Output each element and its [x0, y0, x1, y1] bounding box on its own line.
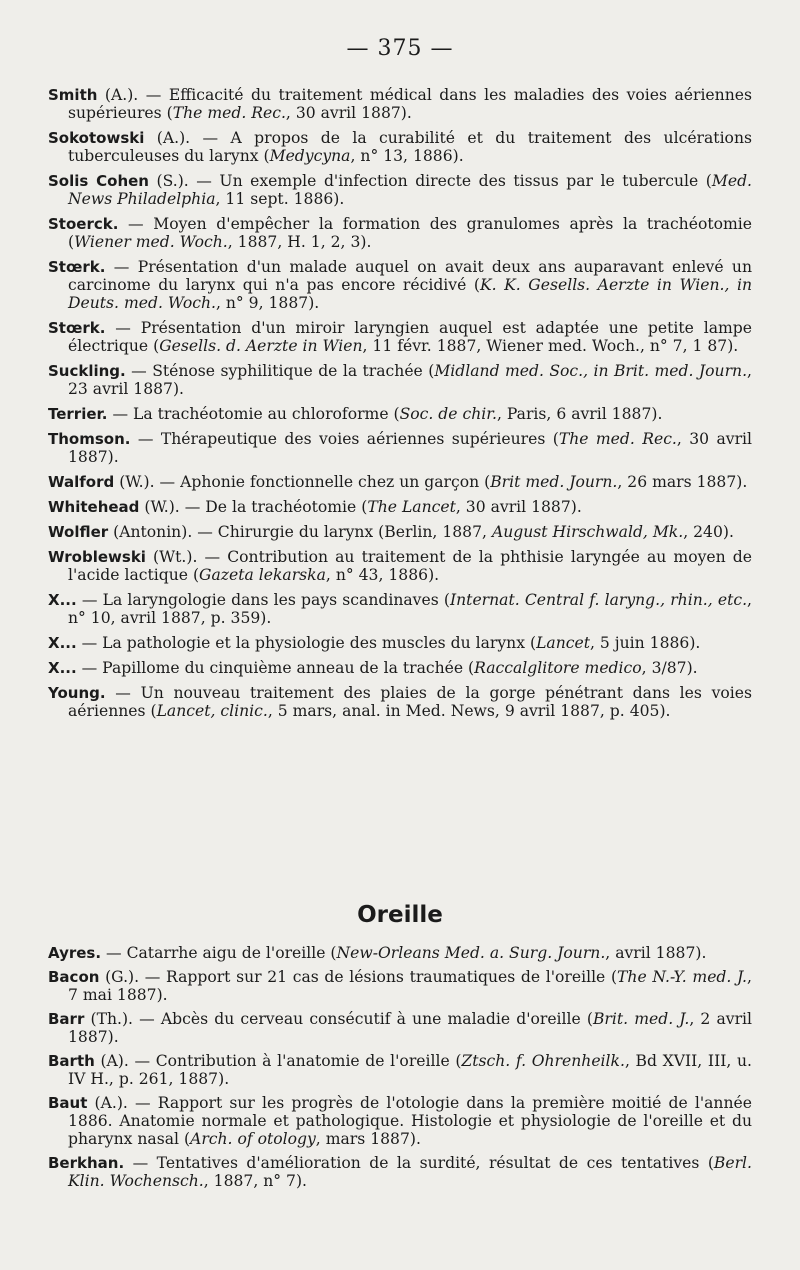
entry-text: — Tentatives d'amélioration de la surdité, résultat de ces tentatives (	[124, 1154, 714, 1172]
entry-source: K. K. Gesells. Aerzte in Wien., in Deuts. med. Woch.	[68, 276, 752, 312]
entry-text: — La trachéotomie au chloroforme (	[107, 405, 400, 423]
entry-text: — Contribution au traitement de la phthisie laryngée au moyen de l'acide lactique (	[68, 548, 752, 584]
entry-tail: , avril 1887).	[605, 944, 707, 962]
entry-tail: , Bd XVII, III, u. IV H., p. 261, 1887).	[68, 1052, 752, 1088]
bibliography-entry	[48, 591, 752, 627]
entry-source: Lancet	[536, 634, 590, 652]
entry-source: Med. News Philadelphia	[68, 172, 753, 208]
entry-source: Berl. Klin. Wochensch.	[68, 1154, 752, 1190]
entry-source: New-Orleans Med. a. Surg. Journ.	[336, 944, 606, 962]
entry-tail: , 240).	[683, 523, 734, 541]
entry-tail: , n° 9, 1887).	[215, 294, 320, 312]
entry-author-initials: (S.).	[148, 172, 189, 190]
entry-text: — Un exemple d'infection directe des tissus par le tubercule (	[188, 172, 712, 190]
bibliography-entry	[48, 86, 752, 122]
entry-tail: , 30 avril 1887).	[285, 104, 412, 122]
entry-source: Brit med. Journ.	[490, 473, 618, 491]
entry-author: Baut	[48, 1094, 88, 1112]
bibliography-entry	[48, 1010, 752, 1046]
entry-author: Solis Cohen	[48, 172, 149, 190]
entry-author-initials: (A).	[94, 1052, 129, 1070]
bibliography-entry	[48, 498, 752, 516]
entry-tail: , mars 1887).	[315, 1130, 421, 1148]
entry-source: The N.-Y. med. J.	[617, 968, 748, 986]
entry-source: The Lancet	[367, 498, 456, 516]
entry-tail: , 2 avril 1887).	[68, 1010, 752, 1046]
entry-tail: , 23 avril 1887).	[68, 362, 752, 398]
entry-author-initials: (A.).	[144, 129, 191, 147]
entry-text: — Moyen d'empêcher la formation des granulomes après la trachéotomie (	[68, 215, 752, 251]
entry-author: Wolfler	[48, 523, 109, 541]
entry-author-initials: (Wt.).	[145, 548, 198, 566]
bibliography-entry	[48, 684, 752, 720]
entry-author-initials: (W.).	[114, 473, 155, 491]
bibliography-entry	[48, 172, 752, 208]
entry-author: Thomson.	[48, 430, 131, 448]
bibliography-entry	[48, 430, 752, 466]
bibliography-entry	[48, 1154, 752, 1190]
bibliography-entry	[48, 968, 752, 1004]
bibliography-entry	[48, 1094, 752, 1148]
entry-author-initials: (Th.).	[84, 1010, 134, 1028]
entry-author: Ayres.	[48, 944, 102, 962]
entry-author: Walford	[48, 473, 115, 491]
entry-tail: , 1887, n° 7).	[203, 1172, 308, 1190]
entry-source: Gazeta lekarska	[199, 566, 326, 584]
bibliography-entry	[48, 405, 752, 423]
entry-author-initials: (A.).	[97, 86, 139, 104]
entry-text: — Catarrhe aigu de l'oreille (	[101, 944, 337, 962]
bibliography-entry	[48, 473, 752, 491]
bibliography-entry	[48, 129, 752, 165]
entry-text: — Abcès du cerveau consécutif à une maladie d'oreille (	[133, 1010, 593, 1028]
entry-author: Berkhan.	[48, 1154, 125, 1172]
entry-author: Young.	[48, 684, 106, 702]
bibliography-entry	[48, 362, 752, 398]
entry-source: August Hirschwald, Mk.	[491, 523, 684, 541]
bibliography-entry	[48, 634, 752, 652]
entry-text: — Efficacité du traitement médical dans les maladies des voies aériennes supérieures (	[68, 86, 752, 122]
bibliography-list-larynx	[48, 86, 752, 727]
page-number: — 375 —	[346, 36, 454, 61]
entry-text: — La laryngologie dans les pays scandinaves (	[76, 591, 450, 609]
entry-text: — Sténose syphilitique de la trachée (	[125, 362, 435, 380]
entry-text: — Chirurgie du larynx (Berlin, 1887,	[192, 523, 492, 541]
entry-author-initials: (A.).	[87, 1094, 128, 1112]
entry-text: — La pathologie et la physiologie des muscles du larynx (	[76, 634, 537, 652]
entry-text: — Rapport sur les progrès de l'otologie dans la première moitié de l'année 1886. Anatomie normale et pathologique. Histologie et physiologie de l'oreille et du pharynx nasal (	[68, 1094, 752, 1148]
entry-author: Smith	[48, 86, 98, 104]
entry-author: X...	[48, 659, 77, 677]
entry-tail: , 1887, H. 1, 2, 3).	[227, 233, 372, 251]
entry-tail: , n° 43, 1886).	[325, 566, 440, 584]
entry-tail: , 30 avril 1887).	[455, 498, 582, 516]
bibliography-entry	[48, 258, 752, 312]
bibliography-entry	[48, 523, 752, 541]
entry-text: — Présentation d'un malade auquel on avait deux ans auparavant enlevé un carcinome du larynx qui n'a pas encore récidivé (	[68, 258, 752, 294]
entry-author: Stœrk.	[48, 319, 106, 337]
entry-author: Wroblewski	[48, 548, 146, 566]
bibliography-entry	[48, 1052, 752, 1088]
entry-source: The med. Rec.	[172, 104, 286, 122]
entry-author: X...	[48, 634, 77, 652]
entry-tail: , 30 avril 1887).	[68, 430, 752, 466]
entry-source: Wiener med. Woch.	[74, 233, 228, 251]
entry-source: Midland med. Soc., in Brit. med. Journ.	[434, 362, 748, 380]
entry-source: Medycyna	[269, 147, 351, 165]
entry-source: Soc. de chir.	[399, 405, 497, 423]
entry-tail: , 11 sept. 1886).	[215, 190, 345, 208]
entry-text: — De la trachéotomie (	[179, 498, 368, 516]
bibliography-list-oreille	[48, 944, 752, 1196]
bibliography-entry	[48, 548, 752, 584]
entry-author-initials: (Antonin).	[108, 523, 193, 541]
section-title: Oreille	[357, 902, 443, 928]
entry-text: — A propos de la curabilité et du traitement des ulcérations tuberculeuses du larynx (	[68, 129, 752, 165]
entry-tail: , 5 juin 1886).	[590, 634, 701, 652]
bibliography-entry	[48, 215, 752, 251]
entry-author: Stoerck.	[48, 215, 119, 233]
entry-author-initials: (G.).	[99, 968, 140, 986]
entry-source: Brit. med. J.	[592, 1010, 690, 1028]
entry-author: Terrier.	[48, 405, 108, 423]
bibliography-entry	[48, 944, 752, 962]
entry-tail: , 3/87).	[641, 659, 698, 677]
entry-author: Stœrk.	[48, 258, 106, 276]
entry-source: Gesells. d. Aerzte in Wien	[159, 337, 363, 355]
entry-tail: , 11 févr. 1887, Wiener med. Woch., n° 7, 1 87).	[362, 337, 739, 355]
entry-tail: , n° 13, 1886).	[350, 147, 464, 165]
entry-text: — Contribution à l'anatomie de l'oreille (	[128, 1052, 462, 1070]
bibliography-entry	[48, 659, 752, 677]
entry-source: Arch. of otology	[190, 1130, 316, 1148]
entry-source: Lancet, clinic.	[156, 702, 268, 720]
entry-author: Sokotowski	[48, 129, 145, 147]
entry-text: — Thérapeutique des voies aériennes supérieures (	[130, 430, 559, 448]
entry-text: — Papillome du cinquième anneau de la trachée (	[76, 659, 475, 677]
entry-author: Barr	[48, 1010, 85, 1028]
entry-tail: , 7 mai 1887).	[68, 968, 752, 1004]
entry-author: X...	[48, 591, 77, 609]
entry-author: Barth	[48, 1052, 95, 1070]
entry-author: Suckling.	[48, 362, 126, 380]
entry-author: Whitehead	[48, 498, 140, 516]
entry-source: Ztsch. f. Ohrenheilk.	[461, 1052, 625, 1070]
entry-text: — Aphonie fonctionnelle chez un garçon (	[154, 473, 491, 491]
entry-tail: , Paris, 6 avril 1887).	[496, 405, 663, 423]
entry-tail: , 5 mars, anal. in Med. News, 9 avril 1887, p. 405).	[267, 702, 671, 720]
entry-author-initials: (W.).	[139, 498, 180, 516]
entry-text: — Un nouveau traitement des plaies de la gorge pénétrant dans les voies aériennes (	[68, 684, 752, 720]
entry-text: — Présentation d'un miroir laryngien auquel est adaptée une petite lampe électrique (	[68, 319, 752, 355]
entry-text: — Rapport sur 21 cas de lésions traumatiques de l'oreille (	[139, 968, 618, 986]
entry-source: Internat. Central f. laryng., rhin., etc.	[449, 591, 748, 609]
entry-tail: , n° 10, avril 1887, p. 359).	[68, 591, 752, 627]
entry-source: Raccalglitore medico	[474, 659, 642, 677]
bibliography-entry	[48, 319, 752, 355]
entry-author: Bacon	[48, 968, 100, 986]
entry-source: The med. Rec.	[558, 430, 677, 448]
entry-tail: , 26 mars 1887).	[617, 473, 748, 491]
